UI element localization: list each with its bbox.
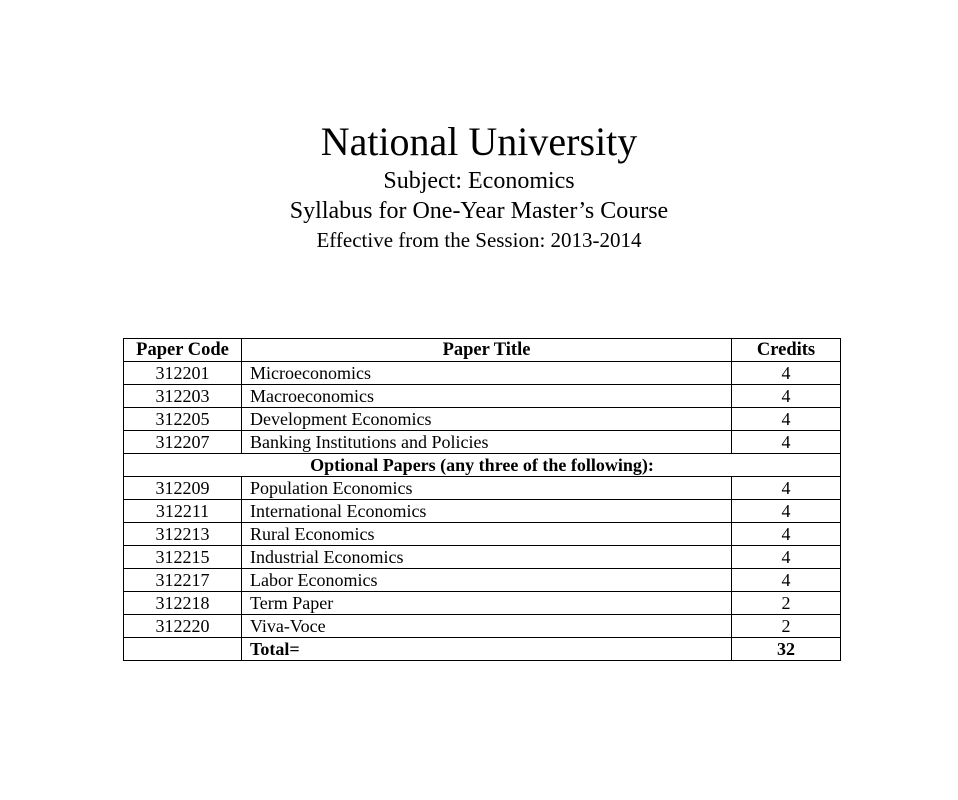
paper-title: Labor Economics bbox=[242, 569, 732, 592]
paper-title: Industrial Economics bbox=[242, 546, 732, 569]
paper-credits: 2 bbox=[732, 615, 841, 638]
paper-credits: 4 bbox=[732, 477, 841, 500]
header-paper-code: Paper Code bbox=[124, 339, 242, 362]
paper-title: Development Economics bbox=[242, 408, 732, 431]
syllabus-line: Syllabus for One-Year Master’s Course bbox=[289, 198, 669, 224]
table-row bbox=[124, 362, 841, 385]
table-row bbox=[124, 615, 841, 638]
paper-credits: 4 bbox=[732, 385, 841, 408]
subject-line: Subject: Economics bbox=[383, 168, 575, 194]
optional-papers-heading: Optional Papers (any three of the following): bbox=[124, 454, 841, 477]
paper-code: 312209 bbox=[124, 477, 242, 500]
table-row bbox=[124, 523, 841, 546]
table-row bbox=[124, 385, 841, 408]
table-row bbox=[124, 500, 841, 523]
paper-code: 312218 bbox=[124, 592, 242, 615]
table-row bbox=[124, 408, 841, 431]
paper-credits: 4 bbox=[732, 546, 841, 569]
paper-code: 312207 bbox=[124, 431, 242, 454]
total-row bbox=[124, 638, 841, 661]
paper-code: 312215 bbox=[124, 546, 242, 569]
paper-title: Term Paper bbox=[242, 592, 732, 615]
paper-credits: 4 bbox=[732, 431, 841, 454]
optional-papers-heading-row bbox=[124, 454, 841, 477]
total-label: Total= bbox=[242, 638, 732, 661]
document-header bbox=[0, 118, 958, 254]
paper-credits: 4 bbox=[732, 523, 841, 546]
table-row bbox=[124, 477, 841, 500]
paper-title: International Economics bbox=[242, 500, 732, 523]
paper-title: Viva-Voce bbox=[242, 615, 732, 638]
paper-code: 312213 bbox=[124, 523, 242, 546]
table-row bbox=[124, 431, 841, 454]
table-row bbox=[124, 569, 841, 592]
paper-title: Population Economics bbox=[242, 477, 732, 500]
paper-code: 312211 bbox=[124, 500, 242, 523]
university-title: National University bbox=[320, 119, 638, 164]
paper-credits: 4 bbox=[732, 500, 841, 523]
paper-code: 312201 bbox=[124, 362, 242, 385]
paper-title: Microeconomics bbox=[242, 362, 732, 385]
total-empty-cell bbox=[124, 638, 242, 661]
paper-code: 312220 bbox=[124, 615, 242, 638]
session-line: Effective from the Session: 2013-2014 bbox=[316, 228, 642, 252]
header-paper-title: Paper Title bbox=[242, 339, 732, 362]
paper-credits: 4 bbox=[732, 362, 841, 385]
table-header-row bbox=[124, 339, 841, 362]
paper-code: 312205 bbox=[124, 408, 242, 431]
paper-credits: 4 bbox=[732, 569, 841, 592]
table-row bbox=[124, 592, 841, 615]
paper-title: Macroeconomics bbox=[242, 385, 732, 408]
table-row bbox=[124, 546, 841, 569]
header-credits: Credits bbox=[732, 339, 841, 362]
total-credits: 32 bbox=[732, 638, 841, 661]
paper-code: 312203 bbox=[124, 385, 242, 408]
paper-credits: 4 bbox=[732, 408, 841, 431]
paper-credits: 2 bbox=[732, 592, 841, 615]
paper-title: Banking Institutions and Policies bbox=[242, 431, 732, 454]
papers-table bbox=[123, 338, 841, 661]
paper-code: 312217 bbox=[124, 569, 242, 592]
paper-title: Rural Economics bbox=[242, 523, 732, 546]
